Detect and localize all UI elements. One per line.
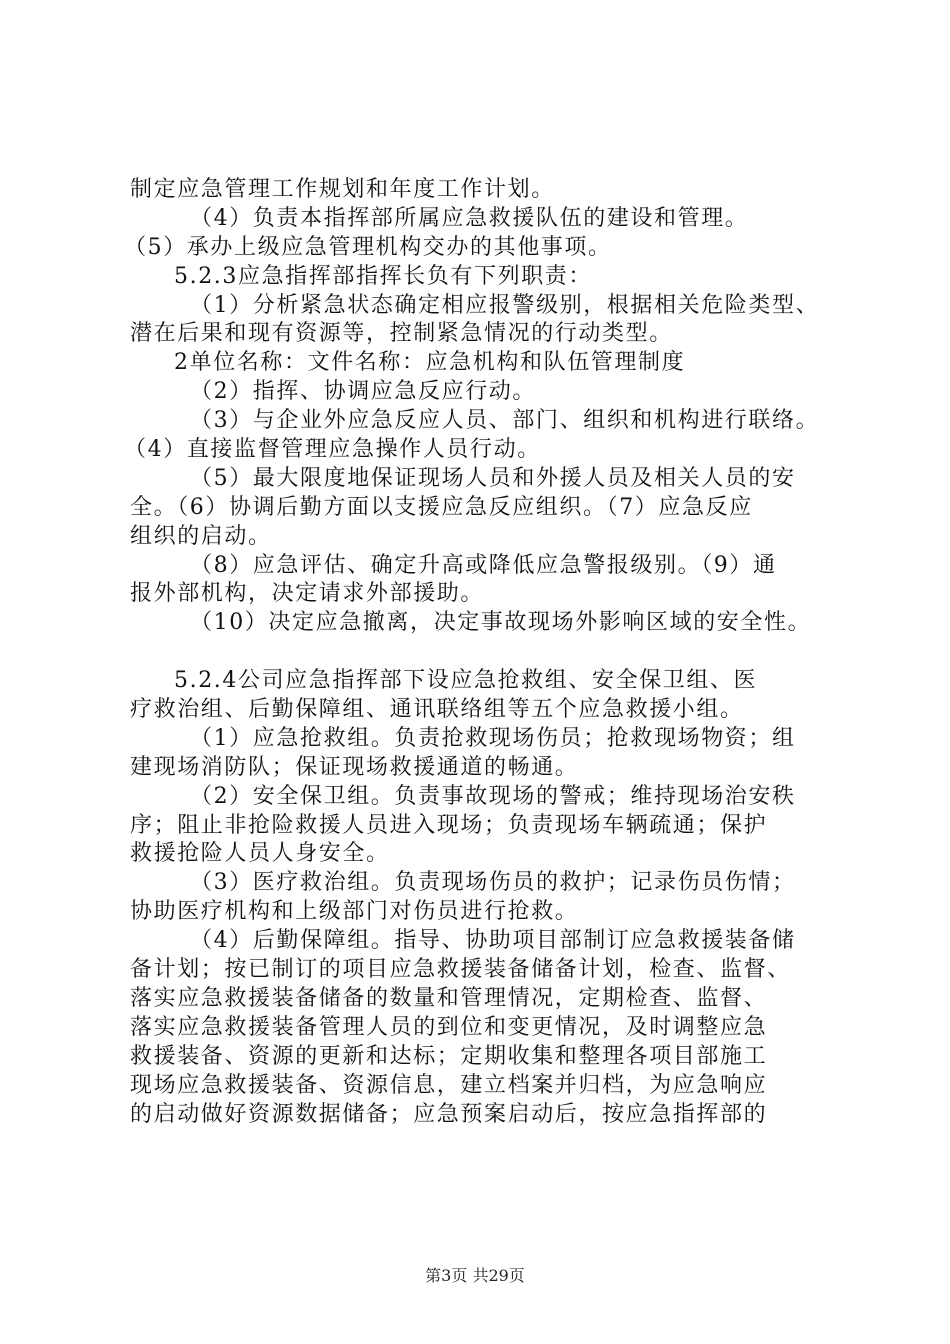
section-heading: 5.2.3应急指挥部指挥长负有下列职责： bbox=[174, 263, 592, 289]
text-line: （10）决定应急撤离，决定事故现场外影响区域的安全性。 bbox=[190, 610, 812, 636]
text-line: （5）最大限度地保证现场人员和外援人员及相关人员的安 bbox=[190, 465, 796, 491]
text-line: 报外部机构，决定请求外部援助。 bbox=[130, 581, 485, 607]
text-line: 2单位名称：文件名称：应急机构和队伍管理制度 bbox=[174, 350, 686, 376]
text-line: （8）应急评估、确定升高或降低应急警报级别。（9）通 bbox=[190, 552, 777, 578]
text-line: 制定应急管理工作规划和年度工作计划。 bbox=[130, 177, 555, 202]
text-line: （1）分析紧急状态确定相应报警级别，根据相关危险类型、 bbox=[190, 292, 820, 318]
document-body bbox=[124, 176, 830, 1129]
page-number: 第3页 共29页 bbox=[425, 1266, 525, 1285]
text-line: （4）后勤保障组。指导、协助项目部制订应急救援装备储 bbox=[190, 928, 796, 954]
text-line: 现场应急救援装备、资源信息，建立档案并归档，为应急响应 bbox=[130, 1072, 768, 1098]
text-line: 备计划；按已制订的项目应急救援装备储备计划，检查、监督、 bbox=[130, 957, 791, 983]
text-line: （4）负责本指挥部所属应急救援队伍的建设和管理。 bbox=[190, 205, 749, 231]
text-line: 疗救治组、后勤保障组、通讯联络组等五个应急救援小组。 bbox=[130, 697, 744, 723]
section-heading: 5.2.4公司应急指挥部下设应急抢救组、安全保卫组、医 bbox=[174, 668, 758, 694]
text-line: （2）安全保卫组。负责事故现场的警戒；维持现场治安秩 bbox=[190, 783, 796, 809]
text-line: 救援装备、资源的更新和达标；定期收集和整理各项目部施工 bbox=[130, 1043, 768, 1069]
blank-line bbox=[130, 638, 830, 667]
text-line: （1）应急抢救组。负责抢救现场伤员；抢救现场物资；组 bbox=[190, 725, 796, 751]
text-line: 的启动做好资源数据储备；应急预案启动后，按应急指挥部的 bbox=[130, 1101, 768, 1127]
text-line: 落实应急救援装备储备的数量和管理情况，定期检查、监督、 bbox=[130, 985, 768, 1011]
text-line: （3）与企业外应急反应人员、部门、组织和机构进行联络。 bbox=[190, 408, 820, 434]
text-line: 序；阻止非抢险救援人员进入现场；负责现场车辆疏通；保护 bbox=[130, 812, 768, 838]
text-line: （2）指挥、协调应急反应行动。 bbox=[190, 379, 536, 405]
text-line: 协助医疗机构和上级部门对伤员进行抢救。 bbox=[130, 899, 579, 925]
text-line: 全。（6）协调后勤方面以支援应急反应组织。（7）应急反应 bbox=[130, 494, 753, 520]
text-line: （3）医疗救治组。负责现场伤员的救护；记录伤员伤情； bbox=[190, 870, 796, 896]
text-line: 建现场消防队；保证现场救援通道的畅通。 bbox=[130, 754, 579, 780]
text-line: 组织的启动。 bbox=[130, 523, 272, 549]
page-footer bbox=[0, 1266, 950, 1286]
text-line: （5）承办上级应急管理机构交办的其他事项。 bbox=[124, 234, 612, 260]
text-line: （4）直接监督管理应急操作人员行动。 bbox=[124, 437, 541, 463]
text-line: 潜在后果和现有资源等，控制紧急情况的行动类型。 bbox=[130, 321, 673, 347]
text-line: 救援抢险人员人身安全。 bbox=[130, 841, 390, 867]
text-line: 落实应急救援装备管理人员的到位和变更情况，及时调整应急 bbox=[130, 1014, 768, 1040]
